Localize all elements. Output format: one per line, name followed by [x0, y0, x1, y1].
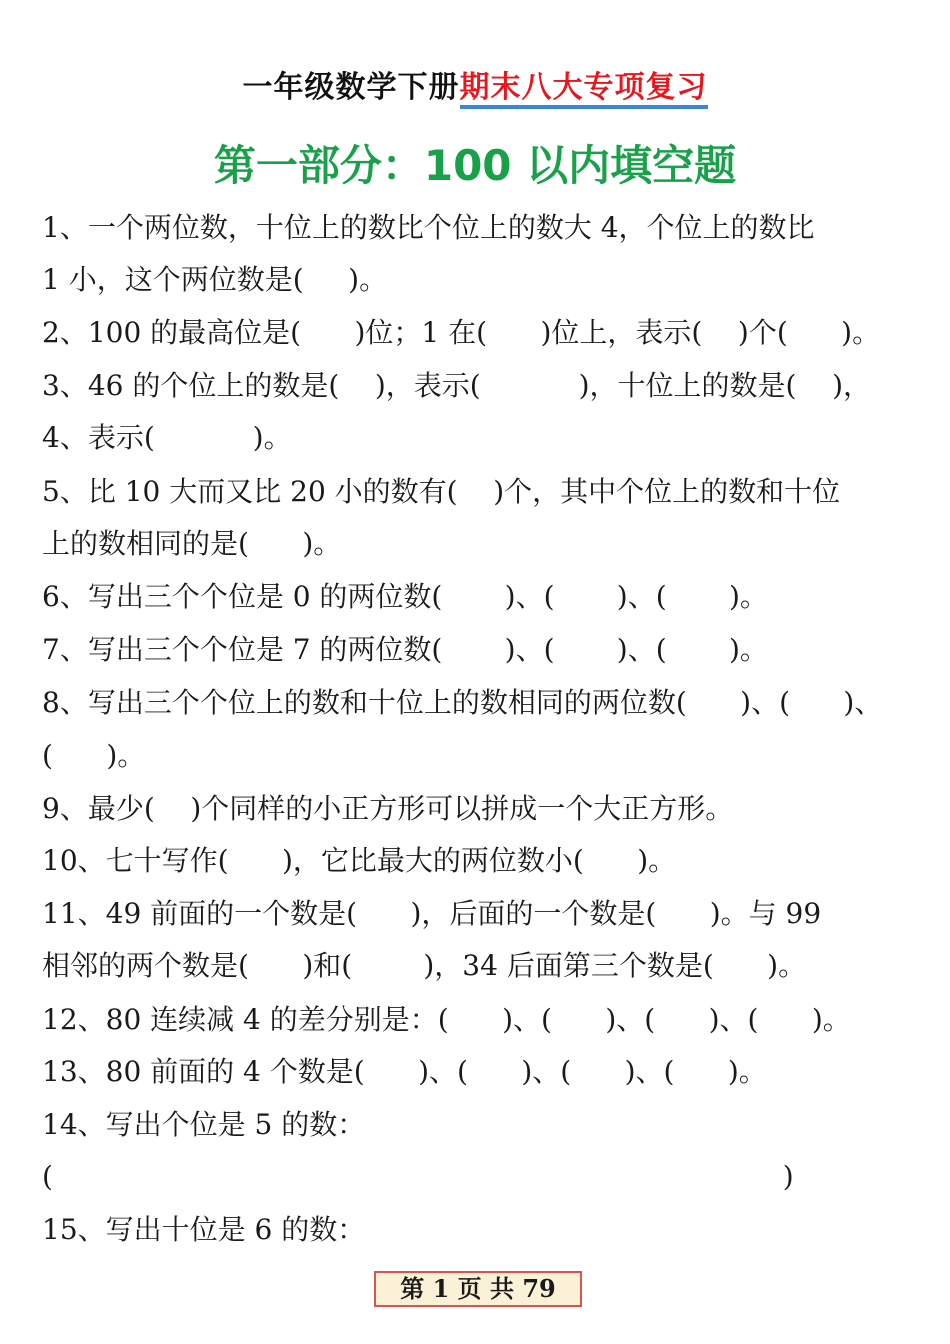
- question-line: ( ): [42, 1160, 794, 1193]
- question-line: 6、写出三个个位是 0 的两位数( )、( )、( )。: [42, 580, 768, 613]
- question-line: 3、46 的个位上的数是( )，表示( )，十位上的数是( )，: [42, 369, 871, 402]
- question-line: 14、写出个位是 5 的数：: [42, 1108, 366, 1141]
- question-line: 10、七十写作( )，它比最大的两位数小( )。: [42, 844, 677, 877]
- question-line: 2、100 的最高位是( )位；1 在( )位上，表示( )个( )。: [42, 316, 881, 349]
- question-line: 13、80 前面的 4 个数是( )、( )、( )、( )。: [42, 1055, 767, 1088]
- question-line: 8、写出三个个位上的数和十位上的数相同的两位数( )、( )、: [42, 686, 883, 719]
- question-line: 11、49 前面的一个数是( )，后面的一个数是( )。与 99: [42, 897, 822, 930]
- question-line: 15、写出十位是 6 的数：: [42, 1213, 366, 1246]
- question-line: 1、一个两位数，十位上的数比个位上的数大 4，个位上的数比: [42, 211, 815, 244]
- question-line: 5、比 10 大而又比 20 小的数有( )个，其中个位上的数和十位: [42, 475, 841, 508]
- question-line: 9、最少( )个同样的小正方形可以拼成一个大正方形。: [42, 792, 734, 825]
- page-title: [0, 52, 950, 124]
- title-black-part: 一年级数学下册: [242, 70, 460, 105]
- question-line: ( )。: [42, 739, 146, 772]
- question-line: 1 小，这个两位数是( )。: [42, 263, 388, 296]
- question-line: 4、表示( )。: [42, 421, 292, 454]
- section-subtitle: 第一部分：100 以内填空题: [213, 141, 737, 190]
- question-line: 相邻的两个数是( )和( )，34 后面第三个数是( )。: [42, 949, 807, 982]
- question-line: 上的数相同的是( )。: [42, 527, 342, 560]
- question-line: 7、写出三个个位是 7 的两位数( )、( )、( )。: [42, 633, 768, 666]
- title-red-part: 期末八大专项复习: [460, 70, 708, 109]
- page-number-badge: 第 1 页 共 79: [374, 1271, 582, 1307]
- question-line: 12、80 连续减 4 的差分别是：( )、( )、( )、( )。: [42, 1003, 851, 1036]
